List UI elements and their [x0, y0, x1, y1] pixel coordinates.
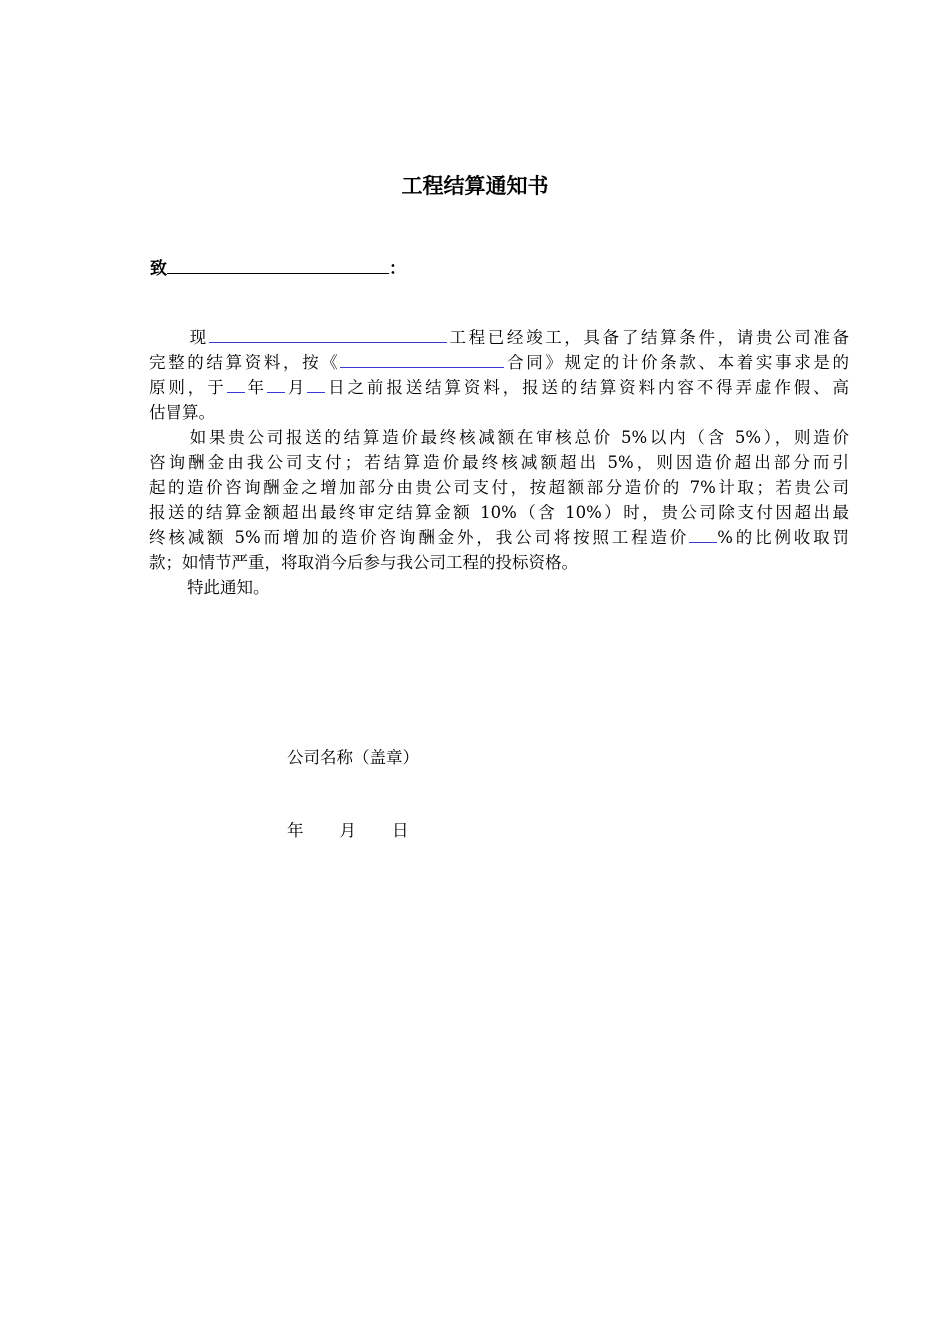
para1-line3: 原则，于 年 月 日之前报送结算资料，报送的结算资料内容不得弄虚作假、高 [149, 378, 850, 397]
para3-line1: 特此通知。 [187, 578, 270, 597]
para2-line3: 起的造价咨询酬金之增加部分由贵公司支付，按超额部分造价的 7%计取；若贵公司 [149, 478, 849, 497]
penalty-percent-blank[interactable] [689, 526, 717, 543]
signature-day: 日 [392, 821, 409, 840]
deadline-day-blank[interactable] [307, 376, 325, 393]
recipient-suffix: ： [389, 259, 406, 279]
recipient-blank[interactable] [167, 257, 389, 274]
signature-date [287, 817, 409, 841]
signature-company: 公司名称（盖章） [287, 748, 419, 767]
para1-line1: 现 工程已经竣工，具备了结算条件，请贵公司准备 [187, 328, 850, 347]
para2-line6: 款；如情节严重，将取消今后参与我公司工程的投标资格。 [149, 553, 578, 572]
para2-line5: 终核减额 5%而增加的造价咨询酬金外，我公司将按照工程造价 %的比例收取罚 [149, 528, 849, 547]
deadline-year-blank[interactable] [227, 376, 245, 393]
signature-month: 月 [339, 821, 356, 840]
notice-body [149, 325, 849, 600]
para1-line4: 估冒算。 [149, 403, 215, 422]
signature-year: 年 [287, 821, 304, 840]
para1-line2: 完整的结算资料，按《 合同》规定的计价条款、本着实事求是的 [149, 353, 850, 372]
project-name-blank[interactable] [209, 326, 447, 343]
para2-line4: 报送的结算金额超出最终审定结算金额 10%（含 10%）时，贵公司除支付因超出最 [149, 503, 849, 522]
document-title: 工程结算通知书 [401, 174, 549, 198]
recipient-line [150, 254, 406, 279]
recipient-prefix: 致 [150, 259, 167, 279]
contract-name-blank[interactable] [340, 351, 504, 368]
para2-line2: 咨询酬金由我公司支付；若结算造价最终核减额超出 5%，则因造价超出部分而引 [149, 453, 849, 472]
deadline-month-blank[interactable] [267, 376, 285, 393]
para2-line1: 如果贵公司报送的结算造价最终核减额在审核总价 5%以内（含 5%），则造价 [187, 428, 849, 447]
